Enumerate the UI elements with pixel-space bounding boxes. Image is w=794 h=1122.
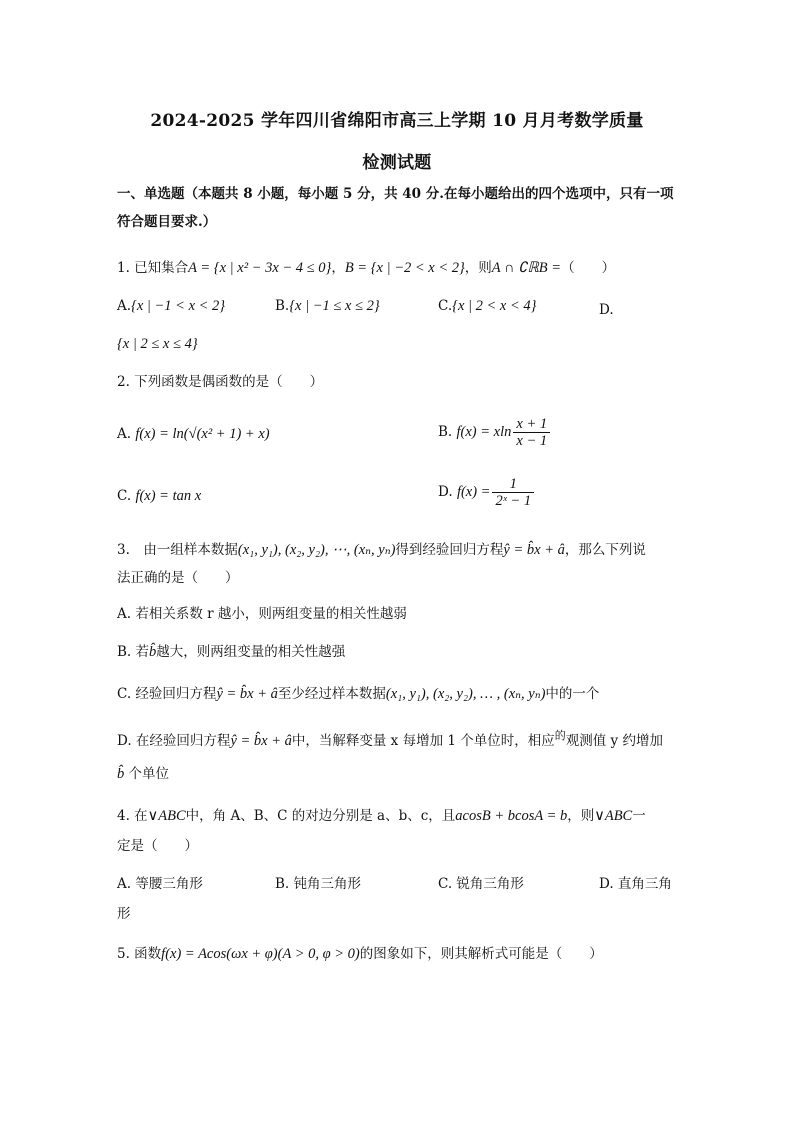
question-4-stem-cont: 定是（ ） xyxy=(117,838,198,854)
q1-option-b: B.{x | −1 ≤ x ≤ 2} xyxy=(275,298,380,314)
q4-option-a: A. 等腰三角形 xyxy=(117,876,203,892)
q2-option-d: D. f(x) = $\frac{1}{\text{2ˣ − 1}}$ xyxy=(438,476,536,509)
set-a-expr: A = {x | x² − 3x − 4 ≤ 0} xyxy=(188,260,332,276)
regression-equation: ŷ = b̂x + â xyxy=(503,542,565,558)
exam-title-line1: 2024-2025 学年四川省绵阳市高三上学期 10 月月考数学质量 xyxy=(150,111,644,131)
q1-option-d-label: D. xyxy=(599,302,614,318)
question-4-stem: 4. 在∨ABC中，角 A、B、C 的对边分别是 a、b、c，且acosB + bcosA = b，则∨ABC一 xyxy=(117,808,646,824)
sample-data-expr: (x₁, y₁), (x₂, y₂), ⋯, (xₙ, yₙ) xyxy=(237,542,396,558)
question-1-stem: 1. 已知集合A = {x | x² − 3x − 4 ≤ 0}，B = {x | −2 < x < 2}，则A ∩ ∁ℝB =（ ） xyxy=(117,260,616,276)
question-2-stem: 2. 下列函数是偶函数的是（ ） xyxy=(117,374,324,390)
q3-option-b: B. 若b̂越大，则两组变量的相关性越强 xyxy=(117,644,346,660)
set-b-expr: B = {x | −2 < x < 2} xyxy=(344,260,465,276)
section-heading: 一、单选题（本题共 8 小题，每小题 5 分，共 40 分.在每小题给出的四个选项中，只有一项 xyxy=(117,186,674,202)
q4-option-d-cont: 形 xyxy=(117,906,131,922)
q3-option-d-cont: b̂ 个单位 xyxy=(117,766,170,782)
q2-option-b: B. f(x) = xln $\frac{x + 1}{x - 1}$ xyxy=(438,416,552,449)
q1-option-d: {x | 2 ≤ x ≤ 4} xyxy=(117,336,198,352)
triangle-symbol: ∨ABC xyxy=(147,808,186,824)
set-operation-expr: A ∩ ∁ℝB = xyxy=(491,260,562,276)
question-5-stem: 5. 函数f(x) = Acos(ωx + φ)(A > 0, φ > 0)的图象如下，则其解析式可能是（ ） xyxy=(117,946,603,962)
q3-option-c: C. 经验回归方程ŷ = b̂x + â至少经过样本数据(x₁, y₁), (x₂, y₂), … , (xₙ, yₙ)中的一个 xyxy=(117,686,600,702)
q4-option-b: B. 钝角三角形 xyxy=(275,876,362,892)
q4-option-d: D. 直角三角 xyxy=(599,876,672,892)
q2-option-c: C. f(x) = tan x xyxy=(117,488,202,504)
section-heading-cont: 符合题目要求.） xyxy=(117,214,217,230)
q4-option-c: C. 锐角三角形 xyxy=(438,876,524,892)
q1-option-c: C.{x | 2 < x < 4} xyxy=(438,298,537,314)
q1-option-a: A.{x | −1 < x < 2} xyxy=(117,298,226,314)
q2-option-a: A. f(x) = ln(√(x² + 1) + x) xyxy=(117,426,270,442)
function-expr: f(x) = Acos(ωx + φ)(A > 0, φ > 0) xyxy=(161,946,360,962)
q3-option-d: D. 在经验回归方程ŷ = b̂x + â中，当解释变量 x 每增加 1 个单位时，相应$^的$观测值 y 约增加 xyxy=(117,729,663,749)
q3-option-a: A. 若相关系数 r 越小，则两组变量的相关性越弱 xyxy=(117,606,407,622)
question-3-stem: 3. 由一组样本数据(x₁, y₁), (x₂, y₂), ⋯, (xₙ, yₙ)得到经验回归方程ŷ = b̂x + â，那么下列说 xyxy=(117,542,646,558)
question-3-stem-cont: 法正确的是（ ） xyxy=(117,570,239,586)
condition-equation: acosB + bcosA = b xyxy=(455,808,568,824)
exam-title-line2: 检测试题 xyxy=(362,153,432,173)
